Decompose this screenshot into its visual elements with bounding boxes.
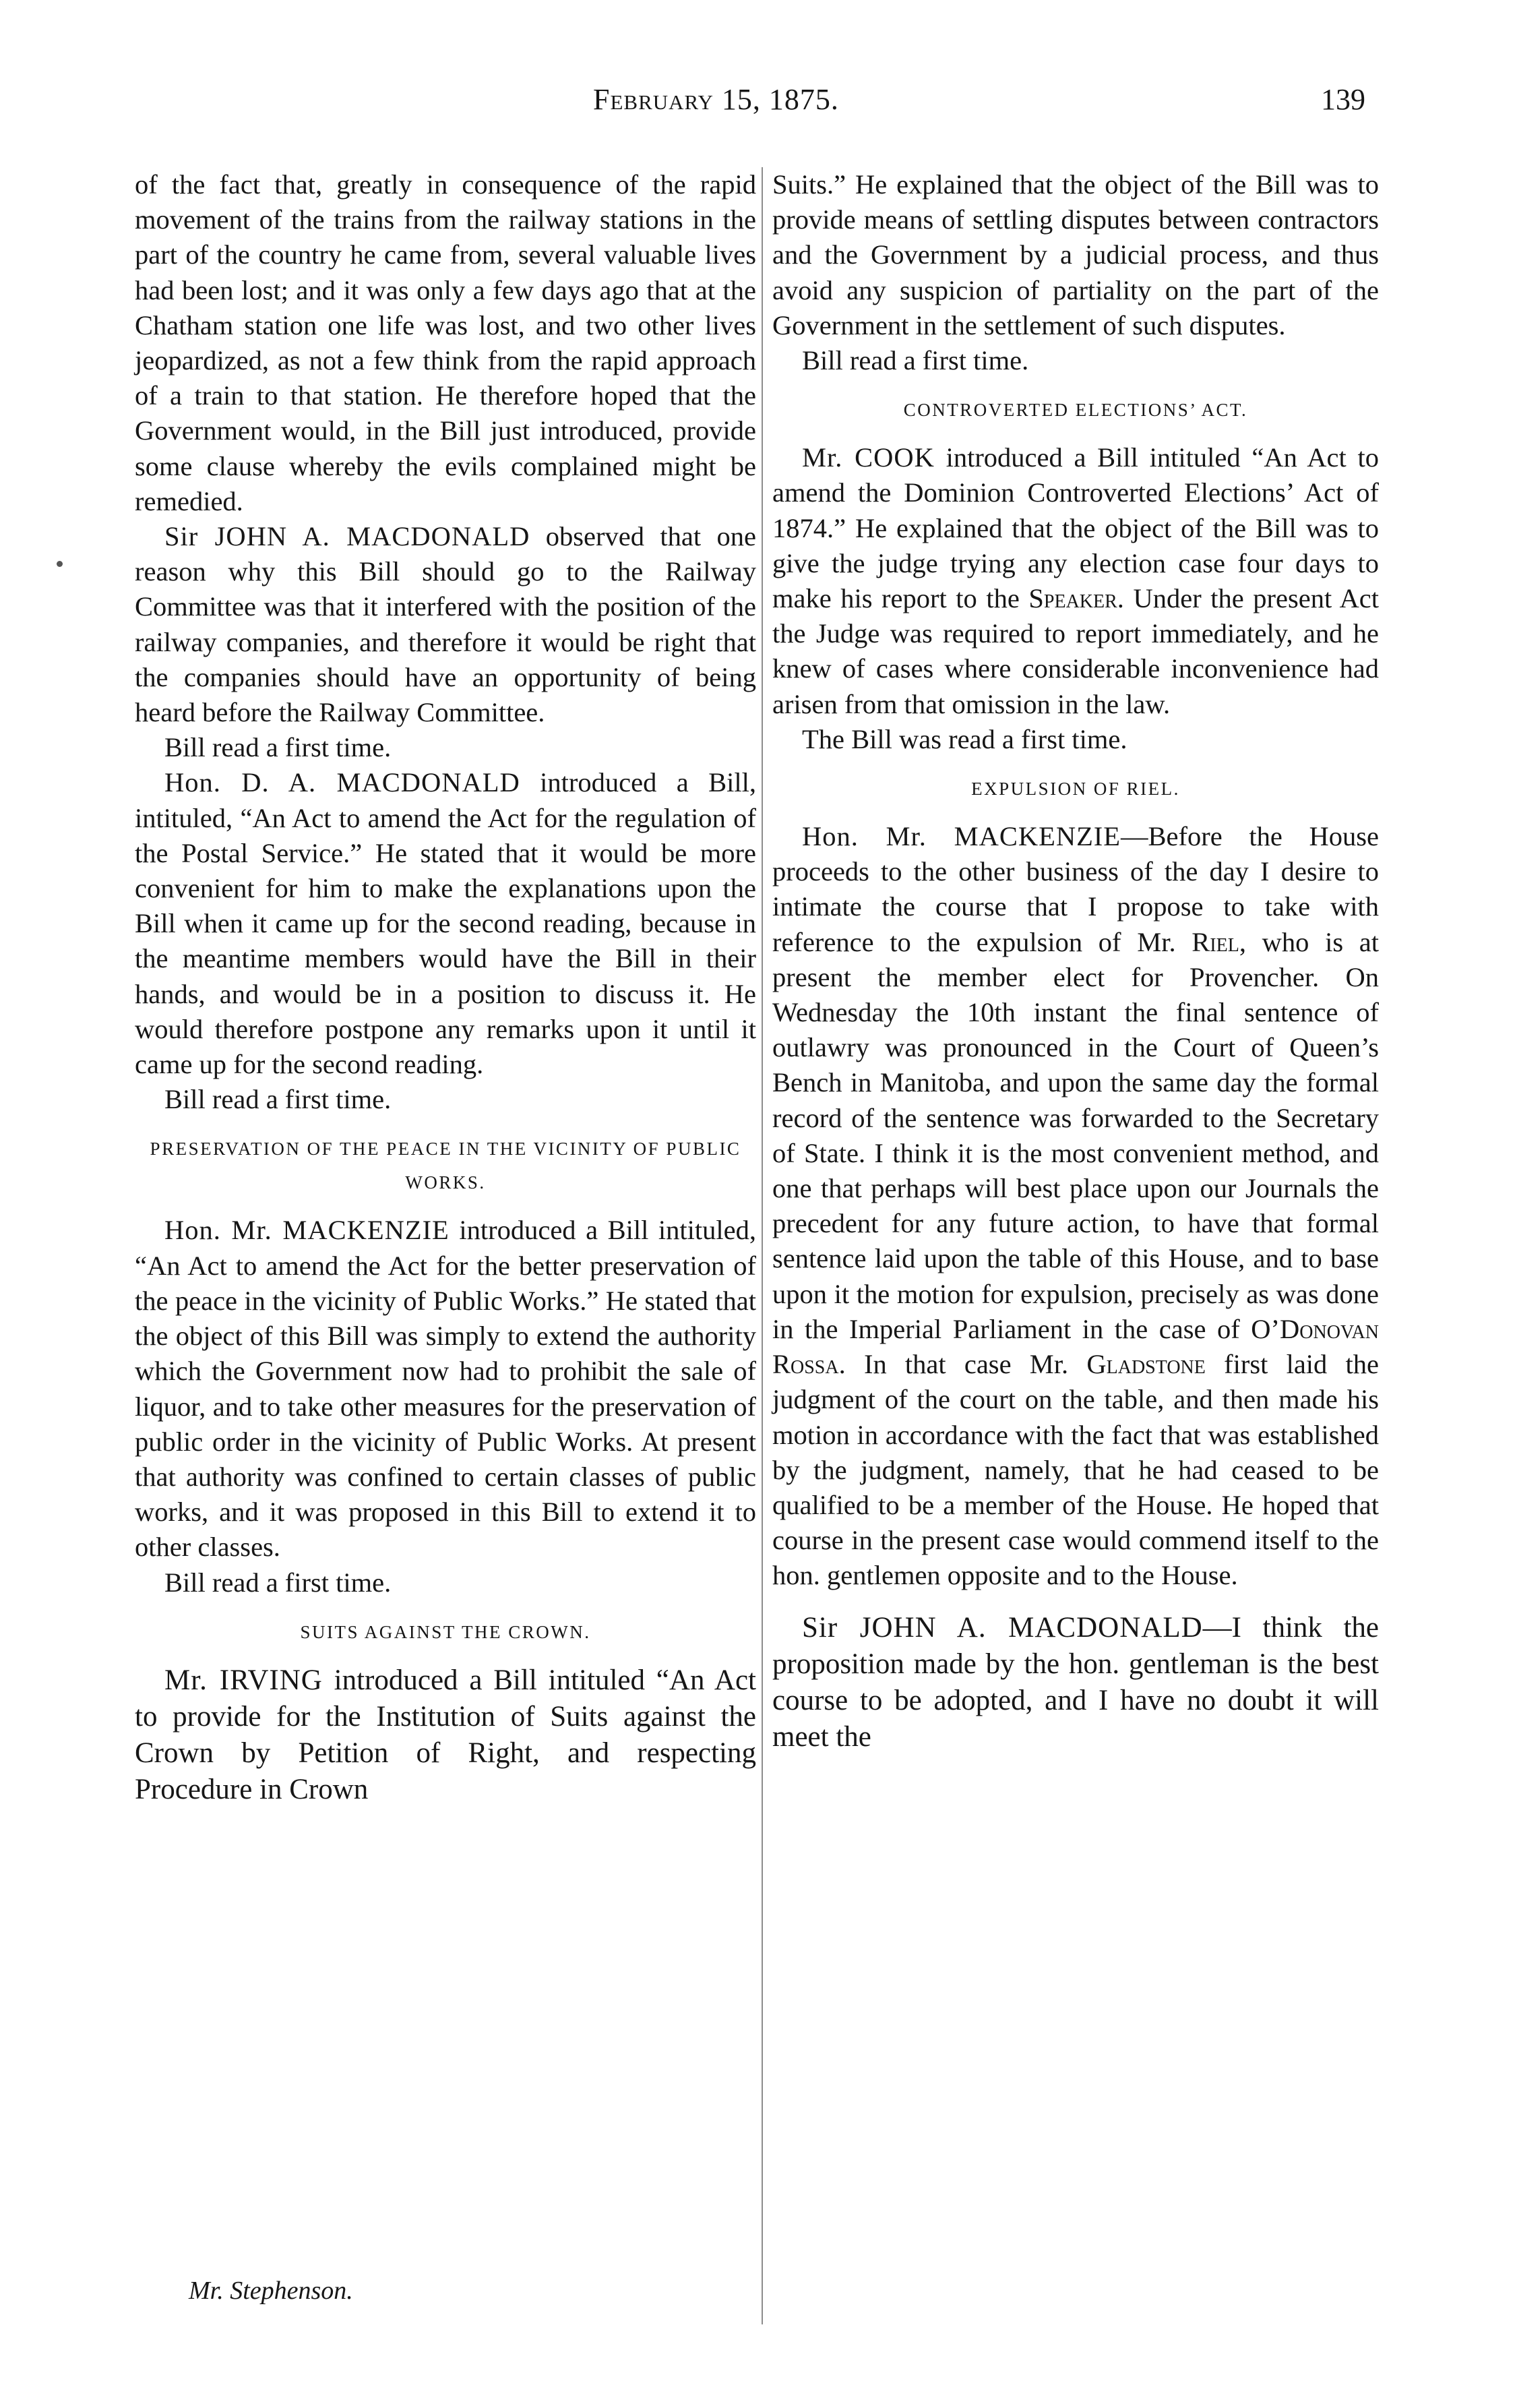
section-heading: SUITS AGAINST THE CROWN. [300,1621,591,1642]
section-heading: CONTROVERTED ELECTIONS’ ACT. [903,400,1248,421]
speaker-name: Hon. D. A. MACDONALD [164,767,520,798]
paragraph: of the fact that, greatly in consequence of the rapid movement of the trains from the railway stations in the part of the country he came from, several valuable lives had been lost; and it was only a few days ago that at the Chatham station one life was lost, and two other lives jeopardized, as not a few think from the rapid approach of a train to that station. He therefore hoped that the Government would, in the Bill just introduced, provide some clause whereby the evils complained might be remedied. [135,169,756,516]
paragraph [135,519,756,730]
member-name: O’Donovan Rossa. [772,1313,1379,1380]
paragraph [772,1610,1379,1755]
right-column [772,167,1379,1755]
speech-text: observed that one reason why this Bill should go to the Railway Committee was that it interfered with the position of the railway companies, and therefore it would be right that the companies should have an opportunity of being heard before the Railway Committee. [135,521,756,728]
paragraph: Bill read a first time. [164,1567,392,1598]
footer-signature: Mr. Stephenson. [189,2277,353,2305]
member-name: Riel, [1192,926,1246,957]
speaker-name: Mr. COOK [802,442,935,473]
paragraph: The Bill was read a first time. [802,723,1127,754]
speech-text: In that case Mr. [845,1349,1087,1380]
column-divider [762,167,763,2324]
header-date: February 15, 1875. [593,83,839,116]
member-name: Gladstone [1086,1349,1206,1380]
running-header [0,82,1515,136]
speech-text: introduced a Bill, intituled, “An Act to amend the Act for the regulation of the Postal Service.” He stated that it would be more convenient for him to make the explanations upon the Bill when it came up for the second reading, because in the meantime members would have the Bill in their hands, and would be in a position to discuss it. He would therefore postpone any remarks upon it until it came up for the second reading. [135,767,756,1080]
section-heading: EXPULSION OF RIEL. [971,779,1180,800]
page-number: 139 [1321,83,1365,116]
paragraph [135,1213,756,1565]
paragraph: Bill read a first time. [164,732,392,763]
paragraph [135,1662,756,1808]
left-column [135,167,756,1808]
paragraph [772,440,1379,722]
speech-text: first laid the judgment of the court on the table, and then made his motion in accordance with the fact that was established by the judgment, namely, that he had ceased to be qualified to be a member of the House. He hoped that course in the present case would commend itself to the hon. gentlemen opposite and to the House. [772,1349,1379,1591]
speaker-name: Mr. IRVING [164,1664,323,1696]
speaker-name: Hon. Mr. MACKENZIE [164,1215,450,1246]
margin-dot [57,561,63,567]
speech-text: introduced a Bill intituled “An Act to provide for the Institution of Suits against the Crown by Petition of Right, and respecting Procedure in Crown [135,1664,756,1805]
paragraph [772,819,1379,1593]
speaker-name: Hon. Mr. MACKENZIE [802,821,1121,852]
paragraph: Bill read a first time. [164,1084,392,1115]
speaker-name: Sir JOHN A. MACDONALD [802,1611,1203,1644]
speaker-name: Sir JOHN A. MACDONALD [164,521,530,552]
speech-text: who is at present the member elect for Provencher. On Wednesday the 10th instant the final sentence of outlawry was pronounced in the Court of Queen’s Bench in Manitoba, and upon the same day the formal record of the sentence was forwarded to the Secretary of State. I think it is the most convenient method, and one that perhaps will best place upon our Journals the precedent for any future action, to have that formal sentence laid upon the table of this House, and to base upon it the motion for expulsion, precisely as was done in the Imperial Parliament in the case of [772,926,1379,1344]
speech-text: —Before the House proceeds to the other business of the day I desire to intimate the course that I propose to take with reference to the expulsion of Mr. [772,821,1380,957]
section-heading: PRESERVATION OF THE PEACE IN THE VICINITY OF PUBLIC WORKS. [150,1139,741,1193]
speech-text: Under the present Act the Judge was required to report immediately, and he knew of cases where considerable inconvenience had arisen from that omission in the law. [772,583,1379,719]
paragraph: Suits.” He explained that the object of the Bill was to provide means of settling disputes between contractors and the Government by a judicial process, and thus avoid any suspicion of partiality on the part of the Government in the settlement of such disputes. [772,169,1379,340]
paragraph: Bill read a first time. [802,345,1029,376]
paragraph [135,765,756,1082]
speech-text: —I think the proposition made by the hon. gentleman is the best course to be adopted, and I have no doubt it will meet the [772,1611,1379,1753]
speech-text: introduced a Bill intituled, “An Act to amend the Act for the better preservation of the peace in the vicinity of Public Works.” He stated that the object of this Bill was simply to extend the authority which the Government now had to prohibit the sale of liquor, and to take other measures for the preservation of public order in the vicinity of Public Works. At present that authority was confined to certain classes of public works, and it was proposed in this Bill to extend it to other classes. [135,1215,756,1563]
speaker-title: Speaker. [1028,583,1124,614]
speech-text: introduced a Bill intituled “An Act to amend the Dominion Controverted Elections’ Act of 1874.” He explained that the object of the Bill was to give the judge trying any election case four days to make his report to the [772,442,1379,614]
